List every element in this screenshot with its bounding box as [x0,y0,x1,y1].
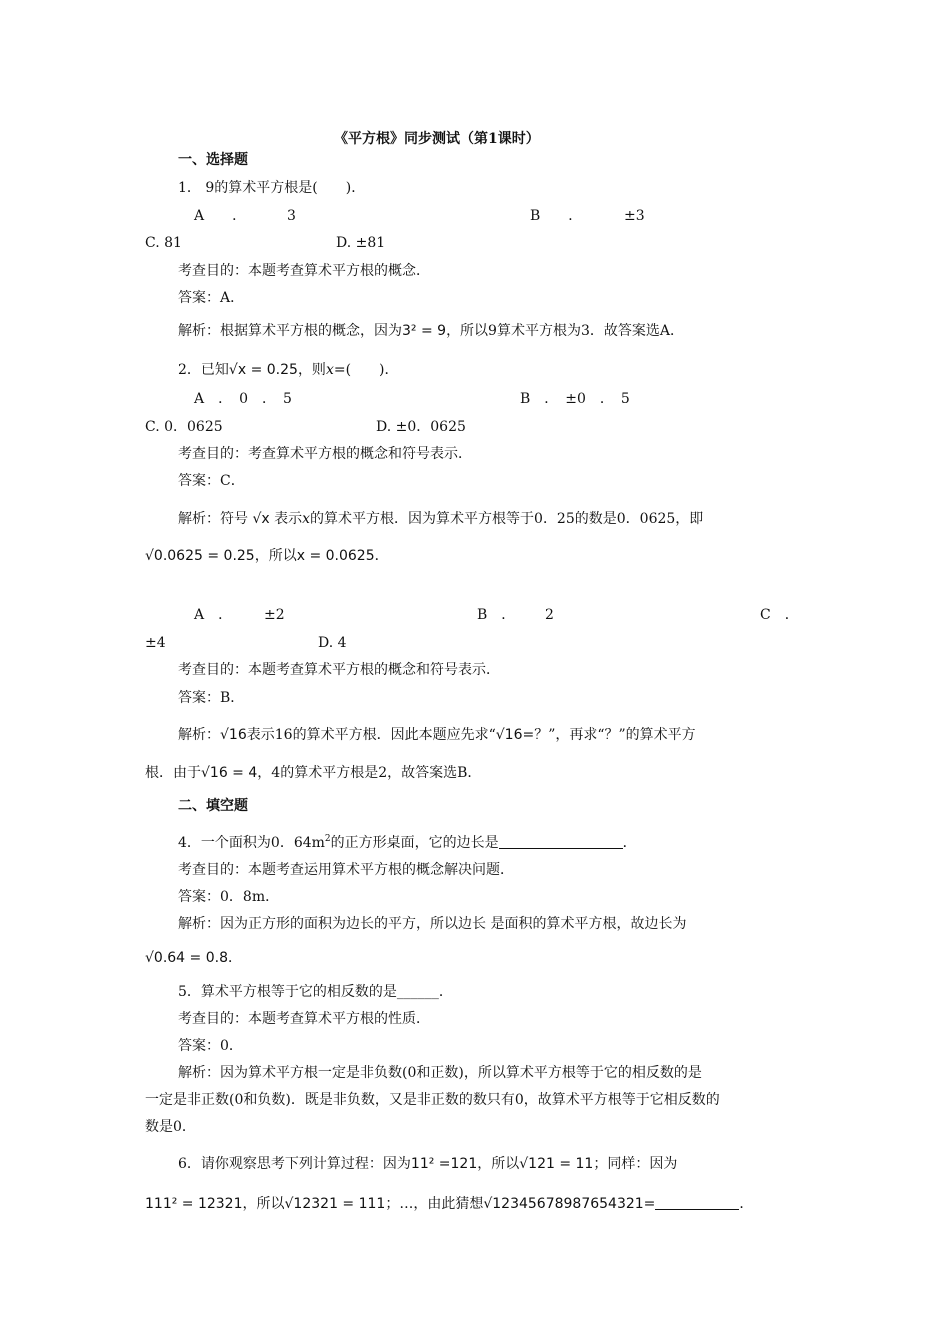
q3-option-c-value: ±4 [145,635,166,651]
page-title: 《平方根》同步测试（第1课时） [334,131,540,147]
q6-line2-mid: ，所以 [242,1196,285,1212]
q3-analysis-mid: 表示16的算术平方根．因此本题应先求“ [246,727,496,743]
q3-option-a-label: A ． [194,607,233,623]
q3-analysis-formula: √16 [220,727,247,743]
q1-analysis-formula: 3² = 9 [402,323,447,339]
q3-analysis-pre: 解析： [178,727,220,743]
q1-option-a-label: A ． [194,208,247,224]
q1-option-a-value: 3 [287,208,296,224]
q1-option-c: C. 81 [145,235,182,251]
q3-option-d: D. 4 [318,635,347,651]
q6-line2-mid2: ；…，由此猜想 [385,1196,484,1212]
q3-analysis2-post: ，4的算术平方根是2，故答案选B． [257,765,482,781]
q2-stem-pre: 2．已知 [178,362,229,378]
q1-option-b-label: B ． [530,208,583,224]
q3-analysis2-formula: √16 = 4 [201,765,258,781]
q3-option-b-value: 2 [545,607,554,623]
q2-analysis-pre: 解析：符号 [178,511,248,527]
q4-stem-pre: 4．一个面积为0．64m [178,835,325,851]
q2-answer: 答案：C． [178,473,245,489]
q4-analysis-formula: √0.64 = 0.8 [145,950,228,966]
q5-analysis-line3: 数是0． [145,1119,196,1135]
q1-analysis-text-post: ，所以9算术平方根为3．故答案选A． [446,323,684,339]
q5-answer: 答案：0． [178,1038,243,1054]
q2-stem [178,361,399,379]
q3-analysis-line2 [145,764,481,782]
q4-purpose: 考查目的：本题考查运用算术平方根的概念解决问题． [178,862,514,878]
q6-line2-formula3: √12345678987654321 [483,1196,644,1212]
q2-analysis-formula: √x [252,511,270,527]
q1-analysis-text-pre: 解析：根据算术平方根的概念，因为 [178,323,402,339]
q1-analysis [178,322,684,340]
q6-line1-formula2: √121 = 11 [519,1156,594,1172]
q6-line1-formula: 11² =121 [410,1156,478,1172]
q4-analysis-end: ． [228,950,242,966]
q6-line2-formula2: √12321 = 111 [284,1196,386,1212]
q3-answer: 答案：B． [178,690,245,706]
q6-line2-end: ． [739,1196,754,1212]
q2-option-a: A ． 0 ． 5 [194,391,292,407]
q4-stem [178,834,637,852]
q5-stem: 5．算术平方根等于它的相反数的是______． [178,984,453,1000]
q2-analysis-post: 的算术平方根．因为算术平方根等于0．25的数是0．0625，即 [310,511,704,527]
q2-purpose: 考查目的：考查算术平方根的概念和符号表示． [178,446,472,462]
q4-stem-sup: 2 [324,834,331,844]
q6-line1 [178,1155,677,1173]
q4-answer: 答案：0．8m． [178,889,280,905]
q3-option-b-label: B ． [477,607,516,623]
q2-option-d: D. ±0．0625 [376,419,466,435]
q4-analysis-line2 [145,949,242,967]
q3-analysis-post: =？”，再求“？”的算术平方 [522,727,696,743]
q2-stem-var: x [325,362,334,378]
q3-analysis-formula2: √16 [495,727,523,743]
q2-analysis-var: x [302,511,311,527]
q2-stem-formula: √x = 0.25 [228,362,298,378]
q6-line1-mid: ，所以 [477,1156,520,1172]
q6-answer-blank[interactable] [655,1196,739,1210]
q1-stem: 1． 9的算术平方根是( )． [178,180,366,196]
q1-purpose: 考查目的：本题考查算术平方根的概念． [178,263,430,279]
q2-analysis-end: ． [374,548,389,564]
q4-stem-post: 的正方形桌面，它的边长是 [330,835,499,851]
q6-line2 [145,1195,753,1213]
q1-answer: 答案：A． [178,290,245,306]
q5-purpose: 考查目的：本题考查算术平方根的性质． [178,1011,430,1027]
q4-answer-blank[interactable] [499,835,623,849]
q2-stem-mid: ，则 [297,362,326,378]
q3-option-c-label: C ． [760,607,799,623]
q2-analysis-mid2: ，所以 [254,548,297,564]
q2-option-b: B ． ±0 ． 5 [520,391,630,407]
q3-analysis2-pre: 根．由于 [145,765,201,781]
q2-analysis-formula3: x = 0.0625 [296,548,375,564]
q5-analysis-line2: 一定是非正数(0和负数)．既是非负数，又是非正数的数只有0，故算术平方根等于它相反数的 [145,1092,720,1108]
q1-option-b-value: ±3 [624,208,645,224]
q2-stem-post: =( )． [333,362,399,378]
q2-analysis-formula2: √0.0625 = 0.25 [145,548,255,564]
q3-option-a-value: ±2 [264,607,285,623]
q6-line1-post: ；同样：因为 [593,1156,678,1172]
q6-line2-eq: = [643,1196,656,1212]
q2-analysis-line1 [178,510,703,528]
q2-option-c: C. 0．0625 [145,419,223,435]
q2-analysis-mid: 表示 [274,511,303,527]
q3-analysis-line1 [178,726,696,744]
q2-analysis-line2 [145,547,389,565]
section-heading-fill: 二、填空题 [178,798,248,814]
q5-analysis-line1: 解析：因为算术平方根一定是非负数(0和正数)，所以算术平方根等于它的相反数的是 [178,1065,702,1081]
q4-analysis-line1: 解析：因为正方形的面积为边长的平方，所以边长 是面积的算术平方根，故边长为 [178,916,687,932]
q3-purpose: 考查目的：本题考查算术平方根的概念和符号表示． [178,662,500,678]
section-heading-choice: 一、选择题 [178,152,248,168]
q4-stem-end: ． [622,835,637,851]
q6-line2-formula: 111² = 12321 [145,1196,243,1212]
q1-option-d: D. ±81 [336,235,386,251]
q6-line1-pre: 6．请你观察思考下列计算过程：因为 [178,1156,411,1172]
